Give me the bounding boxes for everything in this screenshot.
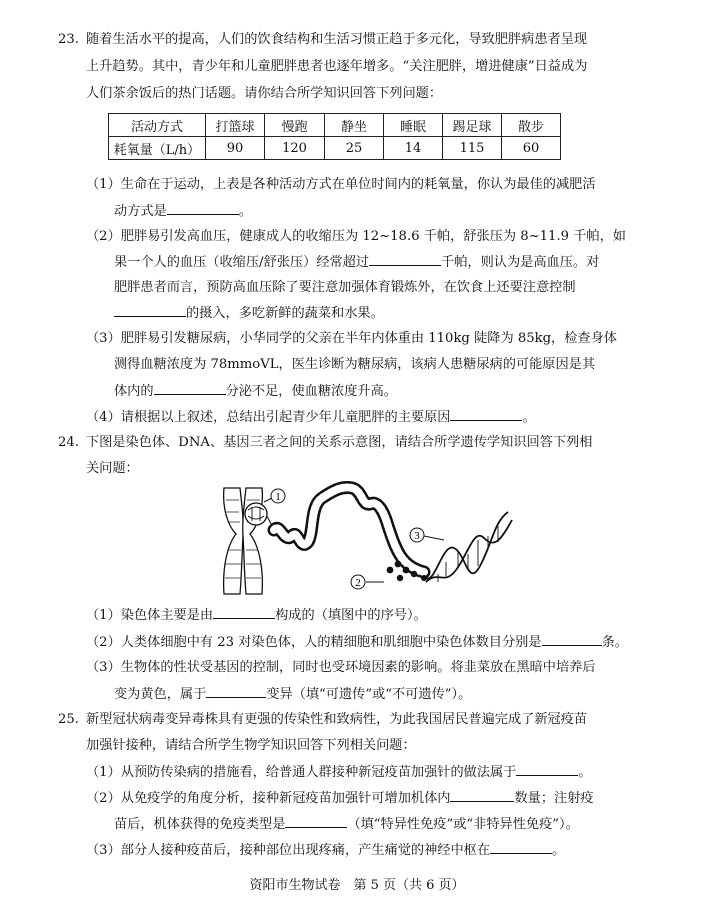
answer-blank[interactable]: [206, 685, 266, 698]
answer-blank[interactable]: [285, 815, 347, 828]
table-row: [109, 137, 561, 160]
q23-part2-text-c: 的摄入，多吃新鲜的蔬菜和水果。: [186, 306, 384, 321]
table-header-cell: 静坐: [325, 114, 384, 137]
q23-stem-line-1: 随着生活水平的提高，人们的饮食结构和生活习惯正趋于多元化，导致肥胖病患者呈现: [86, 32, 588, 47]
q24-part3-text-a: 变为黄色，属于: [114, 687, 207, 702]
q23-part1-line-1: （1）生命在于运动，上表是各种活动方式在单位时间内的耗氧量，你认为最佳的减肥活: [86, 177, 596, 192]
q23-part3-text-b: 分泌不足，使血糖浓度升高。: [225, 384, 397, 399]
answer-blank[interactable]: [213, 606, 275, 619]
figure-label-2: 2: [355, 577, 361, 589]
answer-blank[interactable]: [542, 633, 602, 646]
q25-part2-text-d: （填“特异性免疫”或“非特异性免疫”）。: [347, 817, 579, 832]
table-header-cell: 活动方式: [109, 114, 206, 137]
table-header-cell: 睡眠: [384, 114, 443, 137]
answer-blank[interactable]: [490, 841, 552, 854]
q24-part1-end: 构成的（填图中的序号）。: [275, 608, 427, 623]
q25-part3-end: 。: [552, 843, 566, 858]
q24-part3-line-1: （3）生物体的性状受基因的控制，同时也受环境因素的影响。将韭菜放在黑暗中培养后: [86, 660, 596, 675]
q23-part4-text: （4）请根据以上叙述，总结出引起青少年儿童肥胖的主要原因: [86, 410, 451, 425]
q25-part2-text-a: （2）从免疫学的角度分析，接种新冠疫苗加强针可增加机体内: [86, 791, 451, 806]
q24-part2-text: （2）人类体细胞中有 23 对染色体，人的精细胞和肌细胞中染色体数目分别是: [86, 635, 542, 650]
q24-part1: [86, 606, 427, 625]
table-header-row: [109, 114, 561, 137]
q24-part1-text: （1）染色体主要是由: [86, 608, 214, 623]
q24-stem-line-1: 下图是染色体、DNA、基因三者之间的关系示意图，请结合所学遗传学知识回答下列相: [86, 435, 593, 450]
q24-stem-line-2: 关问题：: [86, 461, 139, 476]
q23-part4: [86, 408, 536, 427]
table-cell: 115: [443, 137, 502, 160]
table-row-label: 耗氧量（L/h）: [109, 137, 206, 160]
q25-part1-text: （1）从预防传染病的措施看，给普通人群接种新冠疫苗加强针的做法属于: [86, 765, 517, 780]
table-cell: 120: [265, 137, 325, 160]
q23-part1-end: 。: [238, 204, 252, 219]
q25-part2-text-b: 数量；注射疫: [514, 791, 594, 806]
table-header-cell: 打篮球: [206, 114, 265, 137]
q23-part3-line-2: 测得血糖浓度为 78mmoVL，医生诊断为糖尿病，该病人患糖尿病的可能原因是其: [114, 357, 596, 372]
q23-part2-line-3: 肥胖患者而言，预防高血压除了要注意加强体育锻炼外，在饮食上还要注意控制: [114, 280, 576, 295]
answer-blank[interactable]: [369, 253, 441, 266]
q25-part2-line-1: [86, 789, 594, 808]
answer-blank[interactable]: [114, 304, 186, 317]
chromosome-dna-gene-figure: [212, 478, 522, 602]
table-header-cell: 散步: [502, 114, 561, 137]
q24-part3-text-b: 变异（填“可遗传”或“不可遗传”）。: [266, 687, 472, 702]
q24-part2: [86, 633, 628, 652]
q25-number: 25.: [58, 712, 79, 727]
answer-blank[interactable]: [450, 408, 522, 421]
page-footer: 资阳市生物试卷 第 5 页（共 6 页）: [249, 878, 465, 893]
activity-oxygen-table: [108, 113, 561, 160]
q23-part2-line-2: [114, 253, 599, 272]
figure-label-3: 3: [414, 530, 420, 542]
q23-part1-line-2: [114, 202, 252, 221]
figure-label-1: 1: [275, 491, 281, 503]
q24-number: 24.: [58, 435, 79, 450]
dna-double-helix: [424, 512, 512, 582]
q23-part3-line-1: （3）肥胖易引发糖尿病，小华同学的父亲在半年内体重由 110kg 陡降为 85kg，检查身体: [86, 331, 617, 346]
zoom-circle: [245, 503, 267, 525]
q25-part3: [86, 841, 565, 860]
q23-part4-end: 。: [522, 410, 536, 425]
q23-part3-text-a: 体内的: [114, 384, 154, 399]
q23-part3-line-3: [114, 382, 397, 401]
q23-part2-line-4: [114, 304, 384, 323]
table-cell: 25: [325, 137, 384, 160]
q25-part2-line-2: [114, 815, 579, 834]
q25-part1-end: 。: [578, 765, 592, 780]
answer-blank[interactable]: [167, 202, 239, 215]
table-cell: 14: [384, 137, 443, 160]
q23-number: 23.: [58, 32, 79, 47]
q25-stem-line-2: 加强针接种，请结合所学生物学知识回答下列相关问题：: [86, 738, 416, 753]
q25-part3-text: （3）部分人接种疫苗后，接种部位出现疼痛，产生痛觉的神经中枢在: [86, 843, 491, 858]
answer-blank[interactable]: [516, 763, 578, 776]
q23-stem-line-2: 上升趋势。其中，青少年和儿童肥胖患者也逐年增多。“关注肥胖，增进健康”日益成为: [86, 59, 588, 74]
table-cell: 90: [206, 137, 265, 160]
q23-part2-text-b: 千帕，则认为是高血压。对: [441, 255, 600, 270]
q24-part3-line-2: [114, 685, 471, 704]
q25-part1: [86, 763, 592, 782]
answer-blank[interactable]: [450, 789, 514, 802]
table-header-cell: 踢足球: [443, 114, 502, 137]
q25-stem-line-1: 新型冠状病毒变异毒株具有更强的传染性和致病性，为此我国居民普遍完成了新冠疫苗: [86, 712, 588, 727]
q23-part1-text: 动方式是: [114, 204, 167, 219]
q24-part2-end: 条。: [601, 635, 628, 650]
q25-part2-text-c: 苗后，机体获得的免疫类型是: [114, 817, 286, 832]
table-header-cell: 慢跑: [265, 114, 325, 137]
table-cell: 60: [502, 137, 561, 160]
q23-part2-text-a: 果一个人的血压（收缩压/舒张压）经常超过: [114, 255, 370, 270]
answer-blank[interactable]: [154, 382, 226, 395]
q23-part2-line-1: （2）肥胖易引发高血压，健康成人的收缩压为 12~18.6 千帕，舒张压为 8~11.9 千帕，如: [86, 229, 626, 244]
q23-stem-line-3: 人们茶余饭后的热门话题。请你结合所学知识回答下列问题：: [86, 86, 443, 101]
